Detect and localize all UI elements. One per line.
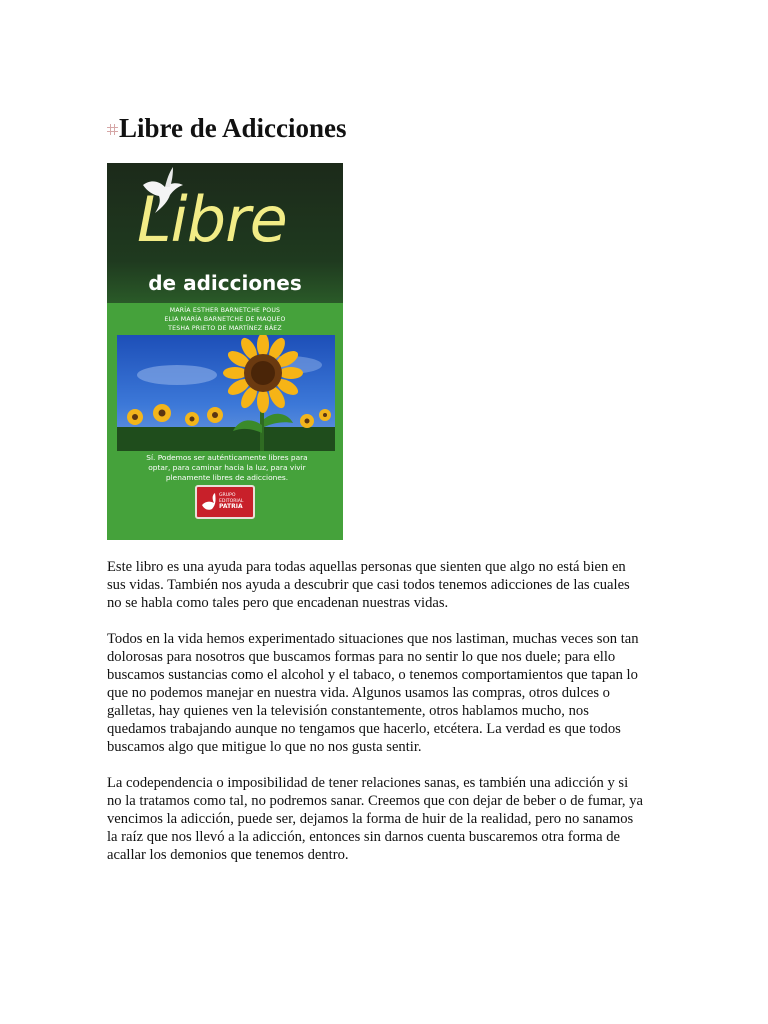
paragraph-2 [107, 630, 667, 756]
publisher-line: GRUPO [219, 493, 236, 498]
page-title [107, 110, 347, 146]
page-title-text: Libre de Adicciones [119, 113, 347, 143]
text-line: quedamos trabajando aunque no tengamos que hacerlo, etcétera. La verdad es que todos [107, 721, 621, 737]
publisher-logo [195, 485, 255, 519]
text-line: sus vidas. También nos ayuda a descubrir que casi todos tenemos adicciones de las cuales [107, 577, 630, 593]
publisher-line: PATRIA [219, 503, 243, 510]
cover-tagline-line: plenamente libres de adicciones. [165, 473, 289, 482]
text-line: acallar los demonios que tenemos dentro. [107, 847, 349, 863]
cover-author: MARÍA ESTHER BARNETCHE POUS [169, 307, 281, 314]
cover-author: ELIA MARÍA BARNETCHE DE MAQUEO [164, 316, 286, 323]
cover-title: Libre [137, 183, 287, 256]
text-line: no la tratamos como tal, no podremos sanar. Creemos que con dejar de beber o de fumar, ya [107, 793, 643, 809]
publisher-bird-icon [200, 491, 218, 513]
cover-author: TESHA PRIETO DE MARTÍNEZ BÁEZ [168, 325, 282, 332]
cover-authors [107, 306, 343, 333]
cover-tagline-line: Sí. Podemos ser auténticamente libres para [146, 453, 308, 462]
paragraph-1 [107, 558, 667, 612]
body-text [107, 558, 667, 882]
text-line: no se habla como tales pero que encadenan nuestras vidas. [107, 595, 449, 611]
text-line: buscamos algo que mitigue lo que no nos gusta sentir. [107, 739, 422, 755]
sunflower-photo [117, 335, 335, 451]
publisher-name [219, 493, 253, 510]
book-cover-image [107, 163, 343, 540]
paragraph-3 [107, 774, 667, 864]
cover-tagline [127, 453, 327, 483]
text-line: que no podemos manejar en nuestra vida. Algunos usamos las compras, otros dulces o [107, 685, 610, 701]
text-line: buscamos sustancias como el alcohol y el tabaco, o tenemos comportamientos que tapan lo [107, 667, 638, 683]
cover-tagline-line: optar, para caminar hacia la luz, para vivir [148, 463, 306, 472]
text-line: La codependencia o imposibilidad de tener relaciones sanas, es también una adicción y si [107, 775, 629, 791]
text-line: Este libro es una ayuda para todas aquellas personas que sienten que algo no está bien en [107, 559, 626, 575]
text-line: galletas, hay quienes ven la televisión constantemente, otros hablamos mucho, nos [107, 703, 589, 719]
text-line: vencimos la adicción, puede ser, dejamos la forma de huir de la realidad, pero no sanamos [107, 811, 634, 827]
text-line: la raíz que nos llevó a la adicción, entonces sin darnos cuenta buscaremos otra forma de [107, 829, 621, 845]
publisher-line: EDITORIAL [219, 498, 244, 504]
text-line: dolorosas para nosotros que buscamos formas para no sentir lo que nos duele; para ello [107, 649, 616, 665]
anchor-icon[interactable] [107, 124, 118, 135]
cover-subtitle: de adicciones [148, 271, 302, 295]
text-line: Todos en la vida hemos experimentado situaciones que nos lastiman, muchas veces son tan [107, 631, 639, 647]
